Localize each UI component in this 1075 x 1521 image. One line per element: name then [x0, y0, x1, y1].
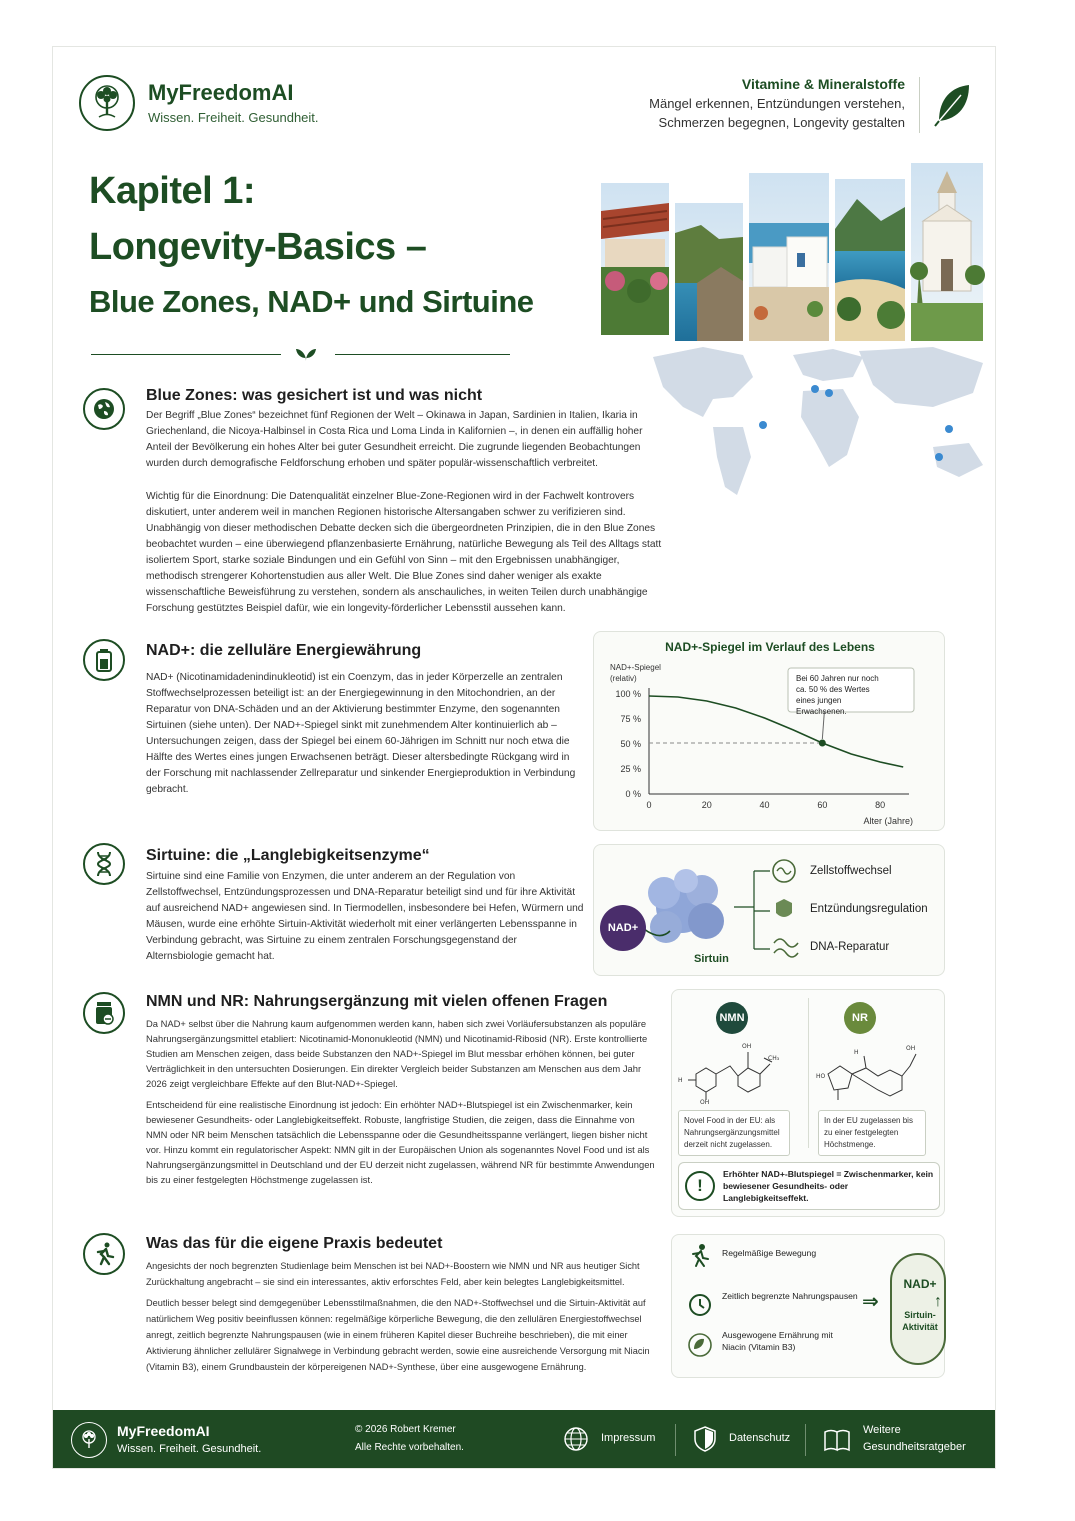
warning-box [678, 1162, 940, 1210]
annotation-text: Erwachsenen. [796, 707, 847, 716]
title-rule-right [335, 354, 510, 355]
svg-text:CH₃: CH₃ [768, 1055, 780, 1062]
svg-text:OH: OH [742, 1043, 752, 1050]
title-line3: Blue Zones, NAD+ und Sirtuine [89, 284, 534, 319]
footer-divider-2 [805, 1424, 806, 1456]
x-tick-label: 40 [759, 800, 770, 810]
section-title-sirtuine: Sirtuine: die „Langlebigkeitsenzyme“ [146, 847, 430, 864]
footer-copyright: © 2026 Robert Kremer [355, 1424, 456, 1435]
y-tick-label: 75 % [620, 714, 641, 724]
x-tick-label: 80 [875, 800, 886, 810]
world-map [633, 337, 993, 507]
effect-entzuendungsregulation: Entzündungsregulation [810, 903, 928, 915]
annotation-text: Bei 60 Jahren nur noch [796, 674, 879, 683]
svg-text:H: H [678, 1077, 683, 1084]
footer-rights: Alle Rechte vorbehalten. [355, 1442, 464, 1453]
footer-brand: MyFreedomAI [117, 1423, 210, 1439]
exclamation-icon: ! [685, 1171, 715, 1201]
sirtuin-label: Sirtuin [694, 953, 729, 965]
dna-icon [83, 843, 125, 885]
y-tick-label: 0 % [625, 789, 641, 799]
x-tick-label: 0 [646, 800, 652, 810]
molecule-structures [678, 1036, 940, 1106]
annotation-pointer [822, 712, 824, 739]
clock-icon [690, 1295, 710, 1315]
nad-bubble: NAD+ [600, 905, 646, 951]
sirtuin-protein-icon [648, 869, 724, 943]
header-line1: Mängel erkennen, Entzündungen verstehen, [649, 96, 905, 111]
globe-icon [83, 388, 125, 430]
running-icon [693, 1244, 708, 1266]
footer-globe-icon [563, 1426, 589, 1457]
title-rule-left [91, 354, 281, 355]
svg-text:OH: OH [906, 1045, 916, 1052]
map-dot [759, 421, 767, 429]
y-tick-label: 100 % [615, 689, 641, 699]
section-title-blue-zones: Blue Zones: was gesichert ist und was nicht [146, 387, 483, 404]
section-title-nad: NAD+: die zelluläre Energiewährung [146, 642, 422, 659]
title-line2: Longevity-Basics – [89, 226, 427, 268]
page [52, 46, 996, 1469]
section-title-nmn-nr: NMN und NR: Nahrungsergänzung mit vielen offenen Fragen [146, 993, 608, 1010]
title-line1: Kapitel 1: [89, 170, 256, 212]
shield-icon [776, 899, 792, 917]
nad-text: NAD+ (Nicotinamidadenindinukleotid) ist ein Coenzym, das in jeder Körperzelle an zentralen Stoffwechselprozessen beteiligt ist: an der Energiegewinnung in den Mitochondrien, an der Reparatur von DNA-Schäden und an der Aktivierung bestimmter Enzyme, den sogenannten Sirtuinen (siehe unten). Der NAD+-Spiegel sinkt mit zunehmendem Alter kontinuierlich ab – Untersuchungen zeigen, dass der Spiegel bei einem 60-Jährigen im Schnitt nur noch etwa die Hälfte des Wertes eines jungen Erwachsenen beträgt. Dieser altersbedingte Rückgang wird in der Forschung mit nachlassender Zellreparatur und sinkender Energieproduktion in Verbindung gebracht. [146, 672, 576, 795]
y-axis-label: NAD+-Spiegel [610, 663, 661, 672]
header-subtitle [585, 75, 905, 132]
y-tick-label: 25 % [620, 764, 641, 774]
footer-link-datenschutz[interactable]: Datenschutz [729, 1432, 791, 1444]
header-category: Vitamine & Mineralstoffe [741, 76, 905, 92]
praxis-card [671, 1234, 945, 1378]
header-divider [919, 77, 920, 133]
leaf-icon [933, 81, 973, 132]
annotation-text: eines jungen [796, 696, 842, 705]
footer-tree-logo-icon [71, 1422, 107, 1458]
nr-badge: NR [844, 1002, 876, 1034]
header-line2: Schmerzen begegnen, Longevity gestalten [658, 115, 905, 130]
effect-zellstoffwechsel: Zellstoffwechsel [810, 865, 892, 877]
blue-zones-text-2: Wichtig für die Einordnung: Die Datenqualität einzelner Blue-Zone-Regionen wird in der Fachwelt kontrovers diskutiert, unter anderem weil in manchen Regionen historische Altersangaben schwer zu verifizieren sind. Unabhängig von dieser methodischen Debatte decken sich die übergeordneten Prinzipien, die in den Blue Zones beobachtet wurden – eine überwiegend pflanzenbasierte Ernährung, natürliche Bewegung als Teil des Alltags statt isoliertem Sport, starke soziale Bindungen und ein Gefühl von Sinn – mit den Ergebnissen unabhängiger, methodisch strengerer Kohortenstudien aus aller Welt. Die Blue Zones sind daher weniger als exakte wissenschaftliche Beweisführung zu verstehen, sondern als anschauliches, in weiten Teilen durch unabhängige Forschung gestütztes Beispiel dafür, wie ein longevity-förderlicher Lebensstil aussehen kann. [146, 491, 662, 614]
praxis-text-1: Angesichts der noch begrenzten Studienlage beim Menschen ist bei NAD+-Boostern wie NMN und NR aus heutiger Sicht Zurückhaltung angebracht – sie sind ein interessantes, aktiv erforschtes Feld, aber kein belegtes Langlebigkeitsmittel. [146, 1261, 640, 1287]
logo[interactable] [79, 75, 135, 131]
x-tick-label: 60 [817, 800, 828, 810]
leaves-icon [689, 1334, 711, 1356]
nad-line-chart [594, 632, 946, 832]
y-axis-label-unit: (relativ) [610, 674, 637, 683]
blue-zones-text-1: Der Begriff „Blue Zones“ bezeichnet fünf Regionen der Welt – Okinawa in Japan, Sardinien in Italien, Ikaria in Griechenland, die Nicoya-Halbinsel in Costa Rica und Loma Linda in Kalifornien –, in denen ein auffällig hoher Anteil der Bevölkerung ein hohes Alter bei guter Gesundheit erreicht. Die zugrunde liegenden Beobachtungen wurden durch demografische Feldforschung erhoben und später populär-wissenschaftlich verbreitet. [146, 410, 643, 469]
nmn-nr-card [671, 989, 945, 1217]
nad-chart-card [593, 631, 945, 831]
battery-icon [83, 639, 125, 681]
sirtuin-diagram-card [593, 844, 945, 976]
result-nad: NAD+ [903, 1277, 937, 1291]
footer-link-ratgeber[interactable]: Gesundheitsratgeber [863, 1441, 966, 1453]
praxis-text-2: Deutlich besser belegt sind demgegenüber Lebensstilmaßnahmen, die den NAD+-Stoffwechsel und die Sirtuin-Aktivität auf natürlichem Weg positiv beeinflussen können: regelmäßige körperliche Bewegung, die den zellulären Energiestoffwechsel anregt, zeitlich begrenzte Nahrungspausen (wie in einem früheren Kapitel dieser Buchreihe beschrieben), die mit einer Aktivierung ähnlicher zellulärer Signalwege in Verbindung gebracht werden, sowie eine ausreichende Versorgung mit Niacin (Vitamin B3), einem Grundbaustein der körpereigenen NAD+-Synthese, über eine ausgewogene Ernährung. [146, 1298, 650, 1372]
footer-link-impressum[interactable]: Impressum [601, 1432, 656, 1444]
effect-dna-reparatur: DNA-Reparatur [810, 941, 890, 953]
warning-text: Erhöhter NAD+-Blutspiegel = Zwischenmarker, kein bewiesener Gesundheits- oder Langlebigkeitseffekt. [723, 1169, 934, 1203]
svg-text:OH: OH [700, 1099, 710, 1106]
tree-logo-icon [79, 75, 135, 131]
section-title-praxis: Was das für die eigene Praxis bedeutet [146, 1235, 443, 1252]
praxis-item-nahrungspausen: Zeitlich begrenzte Nahrungspausen [722, 1291, 858, 1301]
x-tick-label: 20 [701, 800, 712, 810]
svg-text:H: H [854, 1049, 859, 1056]
footer-divider-1 [675, 1424, 676, 1456]
footer-book-icon [823, 1428, 851, 1457]
praxis-item-bewegung: Regelmäßige Bewegung [722, 1248, 817, 1258]
footer-link-weitere[interactable]: Weitere [863, 1424, 901, 1436]
brand-name: MyFreedomAI [148, 80, 294, 105]
sirtuine-text: Sirtuine sind eine Familie von Enzymen, die unter anderem an der Regulation von Zellstoffwechsel, Entzündungsprozessen und DNA-Reparatur beteiligt sind und für ihre Aktivität auf ausreichend NAD+ angewiesen sind. In Tiermodellen, insbesondere bei Hefen, Würmern und Mäusen, wurde eine erhöhte Sirtuin-Aktivität wiederholt mit einer verlängerten Lebensspanne in Verbindung gebracht, was Sirtuine zu einem zentralen Forschungsgegenstand der Alternsbiologie gemacht hat. [146, 871, 584, 962]
dna-repair-icon [774, 939, 798, 957]
sprout-icon [295, 346, 317, 367]
arrow-up-icon: ↑ [934, 1293, 942, 1310]
footer-shield-icon [693, 1425, 717, 1458]
nmn-text-1: Da NAD+ selbst über die Nahrung kaum aufgenommen werden kann, haben sich zwei Vorläufersubstanzen als populäre Nahrungsergänzungsmittel etabliert: Nicotinamid-Mononukleotid (NMN) und Nicotinamid-Ribosid (NR). Erste kontrollierte Studien am Menschen zeigen, dass beide Substanzen den NAD+-Spiegel im Blut messbar erhöhen können, bei guter Verträglichkeit in den untersuchten Dosierungen. Ein direkter Vergleich beider Substanzen am Menschen aus dem Jahr 2026 zeigt vergleichbare Effekte auf den Blut-NAD+-Spiegel. [146, 1018, 648, 1089]
footer [53, 1410, 996, 1469]
chart-title: NAD+-Spiegel im Verlauf des Lebens [665, 640, 875, 654]
result-sirtuin: Sirtuin-Aktivität [902, 1310, 938, 1332]
y-tick-label: 50 % [620, 739, 641, 749]
brand-tagline: Wissen. Freiheit. Gesundheit. [148, 110, 319, 125]
nmn-regulatory-note: Novel Food in der EU: als Nahrungsergänzungsmittel derzeit nicht zugelassen. [678, 1110, 790, 1156]
runner-icon [83, 1233, 125, 1275]
nmn-text-2: Entscheidend für eine realistische Einordnung ist jedoch: Ein erhöhter NAD+-Blutspiegel ist ein Zwischenmarker, kein bewiesener Gesundheits- oder Langlebigkeitseffekt. Robuste, langfristige Studien, die zeigen, dass die Einnahme von NMN oder NR beim Menschen tatsächlich die Lebensspanne oder die Gesundheitsspanne verlängert, liegen bisher nicht vor. Hinzu kommt ein regulatorischer Aspekt: NMN gilt in der Europäischen Union als sogenanntes Novel Food und ist als Nahrungsergänzungsmittel in Deutschland und der EU derzeit nicht zugelassen, während NR für bestimmte Anwendungen bis zu einer festgelegten Höchstmenge zugelassen ist. [146, 1099, 655, 1185]
praxis-item-niacin: Ausgewogene Ernährung mit Niacin (Vitamin B3) [722, 1330, 833, 1352]
arrow-right-icon: ⇒ [862, 1291, 879, 1313]
svg-text:HO: HO [816, 1073, 826, 1080]
footer-tagline: Wissen. Freiheit. Gesundheit. [117, 1443, 262, 1455]
nmn-badge: NMN [716, 1002, 748, 1034]
annotation-text: ca. 50 % des Wertes [796, 685, 870, 694]
blue-zones-photo-collage [601, 163, 985, 341]
supplement-jar-icon [83, 992, 125, 1034]
nr-regulatory-note: In der EU zugelassen bis zu einer festgelegten Höchstmenge. [818, 1110, 926, 1156]
x-axis-label: Alter (Jahre) [863, 816, 913, 826]
highlight-point [819, 740, 826, 747]
